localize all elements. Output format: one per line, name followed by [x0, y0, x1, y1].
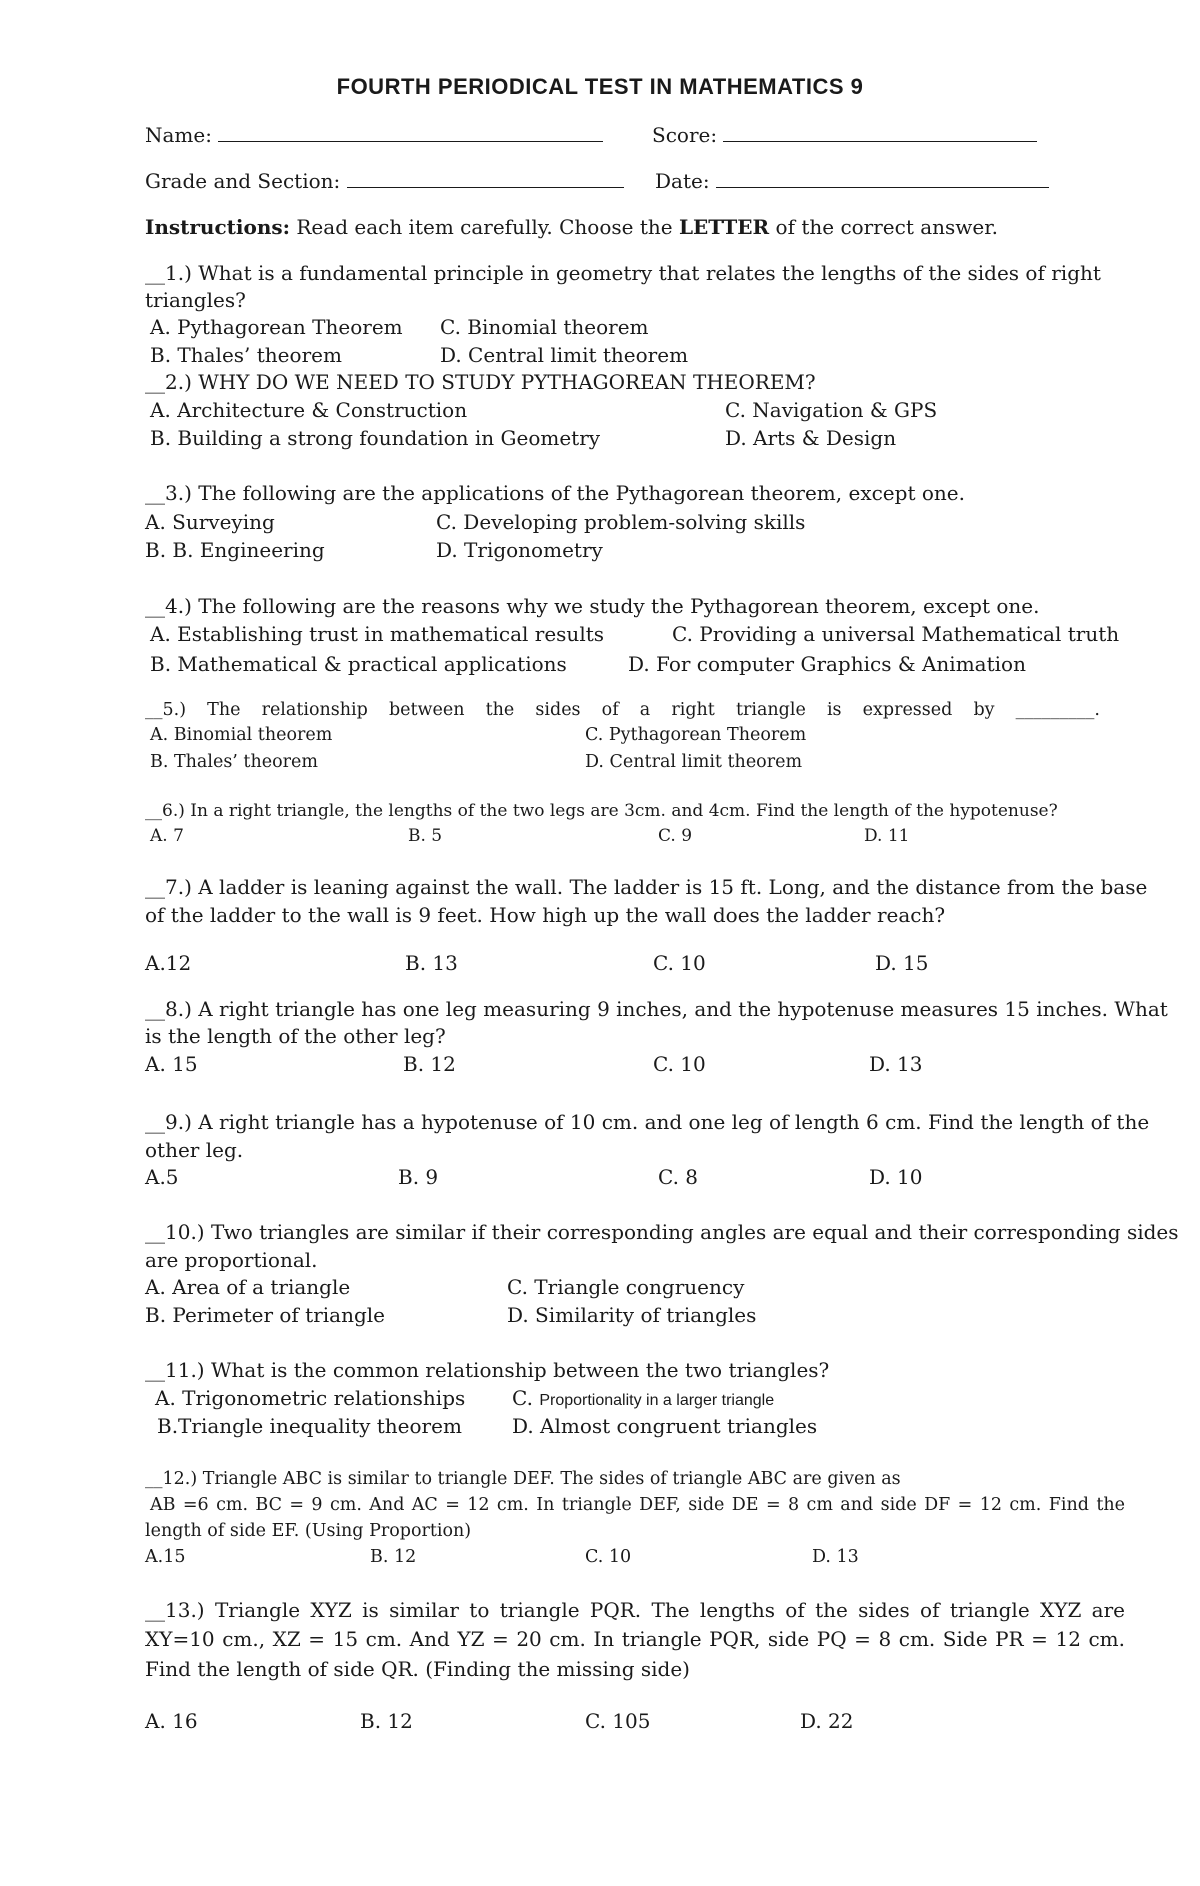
question-1-stem: __1.) What is a fundamental principle in geometry that relates the lengths of the sides of right: [145, 261, 1101, 285]
q5-option-b[interactable]: B. Thales’ theorem: [150, 752, 318, 772]
q2-option-b[interactable]: B. Building a strong foundation in Geometry: [150, 426, 601, 450]
q8-option-b[interactable]: B. 12: [403, 1052, 456, 1076]
q2-option-a[interactable]: A. Architecture & Construction: [150, 398, 468, 422]
score-label: Score:: [652, 123, 718, 147]
q4-option-d[interactable]: D. For computer Graphics & Animation: [628, 652, 1026, 676]
q2-option-c[interactable]: C. Navigation & GPS: [725, 398, 938, 422]
q5-option-a[interactable]: A. Binomial theorem: [150, 725, 333, 745]
grade-label: Grade and Section:: [145, 169, 341, 193]
q10-option-d[interactable]: D. Similarity of triangles: [507, 1303, 757, 1327]
q10-option-c[interactable]: C. Triangle congruency: [507, 1275, 745, 1299]
q4-option-c[interactable]: C. Providing a universal Mathematical truth: [672, 622, 1120, 646]
q5-option-c[interactable]: C. Pythagorean Theorem: [585, 725, 807, 745]
q5-option-d[interactable]: D. Central limit theorem: [585, 752, 803, 772]
question-8-stem-cont: is the length of the other leg?: [145, 1024, 446, 1048]
date-label: Date:: [655, 169, 710, 193]
name-blank[interactable]: [218, 123, 603, 142]
q8-option-d[interactable]: D. 13: [869, 1052, 923, 1076]
date-field[interactable]: [655, 168, 1049, 194]
q9-option-b[interactable]: B. 9: [398, 1165, 439, 1189]
q9-option-c[interactable]: C. 8: [658, 1165, 699, 1189]
q8-option-c[interactable]: C. 10: [653, 1052, 706, 1076]
q13-option-c[interactable]: C. 105: [585, 1709, 651, 1733]
q1-option-a[interactable]: A. Pythagorean Theorem: [150, 315, 403, 339]
q11-option-a[interactable]: A. Trigonometric relationships: [155, 1386, 466, 1410]
q4-option-a[interactable]: A. Establishing trust in mathematical results: [150, 622, 605, 646]
q3-option-b[interactable]: B. B. Engineering: [145, 538, 325, 562]
q6-option-a[interactable]: A. 7: [150, 826, 184, 846]
question-10-stem-cont: are proportional.: [145, 1248, 318, 1272]
q11-option-d[interactable]: D. Almost congruent triangles: [512, 1414, 818, 1438]
question-4-stem: __4.) The following are the reasons why we study the Pythagorean theorem, except one.: [145, 594, 1040, 618]
question-7-stem: __7.) A ladder is leaning against the wall. The ladder is 15 ft. Long, and the distance from the base: [145, 875, 1148, 899]
q1-option-c[interactable]: C. Binomial theorem: [440, 315, 649, 339]
score-blank[interactable]: [723, 123, 1037, 142]
question-13-stem-cont2: Find the length of side QR. (Finding the missing side): [145, 1657, 690, 1681]
q8-option-a[interactable]: A. 15: [145, 1052, 198, 1076]
q13-option-b[interactable]: B. 12: [360, 1709, 413, 1733]
instructions: Instructions: Read each item carefully. Choose the LETTER of the correct answer.: [145, 215, 998, 239]
q3-option-c[interactable]: C. Developing problem-solving skills: [436, 510, 806, 534]
score-field[interactable]: [652, 122, 1037, 148]
question-11-stem: __11.) What is the common relationship between the two triangles?: [145, 1358, 830, 1382]
instructions-emphasis: LETTER: [678, 215, 770, 239]
question-12-stem-cont2: length of side EF. (Using Proportion): [145, 1521, 472, 1541]
q10-option-a[interactable]: A. Area of a triangle: [145, 1275, 351, 1299]
question-12-stem-cont: AB =6 cm. BC = 9 cm. And AC = 12 cm. In triangle DEF, side DE = 8 cm and side DF = 12 cm. Find the: [150, 1495, 1125, 1515]
question-6-stem: __6.) In a right triangle, the lengths of the two legs are 3cm. and 4cm. Find the length of the hypotenuse?: [145, 801, 1058, 821]
q4-option-b[interactable]: B. Mathematical & practical applications: [150, 652, 567, 676]
question-13-stem: __13.) Triangle XYZ is similar to triangle PQR. The lengths of the sides of triangle XYZ are: [145, 1598, 1125, 1622]
question-13-stem-cont: XY=10 cm., XZ = 15 cm. And YZ = 20 cm. In triangle PQR, side PQ = 8 cm. Side PR = 12 cm.: [145, 1627, 1125, 1651]
question-2-stem: __2.) WHY DO WE NEED TO STUDY PYTHAGOREAN THEOREM?: [145, 370, 816, 394]
date-blank[interactable]: [716, 169, 1049, 188]
q7-option-b[interactable]: B. 13: [405, 951, 458, 975]
question-12-stem: __12.) Triangle ABC is similar to triangle DEF. The sides of triangle ABC are given as: [145, 1469, 901, 1489]
q6-option-c[interactable]: C. 9: [658, 826, 693, 846]
name-field[interactable]: [145, 122, 603, 148]
question-9-stem: __9.) A right triangle has a hypotenuse of 10 cm. and one leg of length 6 cm. Find the length of the: [145, 1110, 1150, 1134]
q13-option-a[interactable]: A. 16: [145, 1709, 198, 1733]
q7-option-a[interactable]: A.12: [145, 951, 192, 975]
q9-option-d[interactable]: D. 10: [869, 1165, 923, 1189]
q3-option-a[interactable]: A. Surveying: [145, 510, 275, 534]
q11-option-c[interactable]: C. Proportionality in a larger triangle: [512, 1386, 775, 1410]
q7-option-d[interactable]: D. 15: [875, 951, 929, 975]
q6-option-d[interactable]: D. 11: [864, 826, 910, 846]
question-7-stem-cont: of the ladder to the wall is 9 feet. How high up the wall does the ladder reach?: [145, 903, 946, 927]
q12-option-d[interactable]: D. 13: [812, 1547, 859, 1567]
instructions-label: Instructions:: [145, 215, 291, 239]
q7-option-c[interactable]: C. 10: [653, 951, 706, 975]
question-3-stem: __3.) The following are the applications of the Pythagorean theorem, except one.: [145, 481, 965, 505]
page-title: FOURTH PERIODICAL TEST IN MATHEMATICS 9: [336, 74, 864, 99]
q9-option-a[interactable]: A.5: [145, 1165, 179, 1189]
q10-option-b[interactable]: B. Perimeter of triangle: [145, 1303, 385, 1327]
question-10-stem: __10.) Two triangles are similar if their corresponding angles are equal and their corresponding sides: [145, 1220, 1179, 1244]
question-1-stem-cont: triangles?: [145, 288, 246, 312]
q12-option-a[interactable]: A.15: [145, 1547, 186, 1567]
q1-option-d[interactable]: D. Central limit theorem: [440, 343, 689, 367]
grade-field[interactable]: [145, 168, 624, 194]
q6-option-b[interactable]: B. 5: [408, 826, 443, 846]
q1-option-b[interactable]: B. Thales’ theorem: [150, 343, 342, 367]
question-5-stem: __5.) The relationship between the sides of a right triangle is expressed by _________.: [145, 700, 1100, 720]
question-8-stem: __8.) A right triangle has one leg measuring 9 inches, and the hypotenuse measures 15 inches. What: [145, 997, 1168, 1021]
q3-option-d[interactable]: D. Trigonometry: [436, 538, 603, 562]
name-label: Name:: [145, 123, 212, 147]
q11-option-b[interactable]: B.Triangle inequality theorem: [157, 1414, 462, 1438]
q2-option-d[interactable]: D. Arts & Design: [725, 426, 897, 450]
question-9-stem-cont: other leg.: [145, 1138, 244, 1162]
q13-option-d[interactable]: D. 22: [800, 1709, 854, 1733]
q12-option-b[interactable]: B. 12: [370, 1547, 417, 1567]
q12-option-c[interactable]: C. 10: [585, 1547, 632, 1567]
grade-blank[interactable]: [347, 169, 624, 188]
